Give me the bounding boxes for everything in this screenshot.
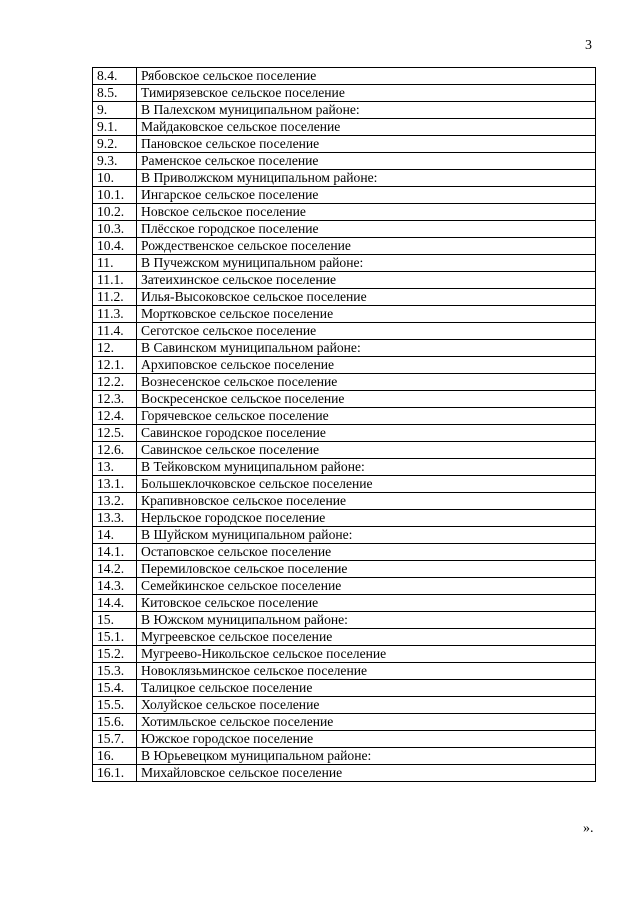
row-number-cell: 15.4. [93, 680, 137, 697]
table-row [93, 323, 596, 340]
settlement-name-cell: Пановское сельское поселение [137, 136, 596, 153]
settlement-name-cell: Мугреевское сельское поселение [137, 629, 596, 646]
table-row [93, 238, 596, 255]
settlement-name-cell: Мортковское сельское поселение [137, 306, 596, 323]
settlement-name-cell: Архиповское сельское поселение [137, 357, 596, 374]
row-number-cell: 13.2. [93, 493, 137, 510]
settlements-table-body [93, 68, 596, 782]
table-row [93, 731, 596, 748]
row-number-cell: 16. [93, 748, 137, 765]
row-number-cell: 10. [93, 170, 137, 187]
row-number-cell: 10.3. [93, 221, 137, 238]
settlement-name-cell: Мугреево-Никольское сельское поселение [137, 646, 596, 663]
settlement-name-cell: Тимирязевское сельское поселение [137, 85, 596, 102]
settlement-name-cell: Холуйское сельское поселение [137, 697, 596, 714]
settlement-name-cell: Семейкинское сельское поселение [137, 578, 596, 595]
settlement-name-cell: В Палехском муниципальном районе: [137, 102, 596, 119]
row-number-cell: 15.2. [93, 646, 137, 663]
row-number-cell: 12.1. [93, 357, 137, 374]
settlement-name-cell: Воскресенское сельское поселение [137, 391, 596, 408]
table-row [93, 442, 596, 459]
table-row [93, 561, 596, 578]
settlement-name-cell: Новское сельское поселение [137, 204, 596, 221]
row-number-cell: 9.3. [93, 153, 137, 170]
row-number-cell: 13. [93, 459, 137, 476]
settlement-name-cell: Илья-Высоковское сельское поселение [137, 289, 596, 306]
row-number-cell: 15.7. [93, 731, 137, 748]
settlement-name-cell: Рождественское сельское поселение [137, 238, 596, 255]
settlement-name-cell: Ингарское сельское поселение [137, 187, 596, 204]
settlement-name-cell: Плёсское городское поселение [137, 221, 596, 238]
table-row [93, 391, 596, 408]
settlement-name-cell: Савинское сельское поселение [137, 442, 596, 459]
table-row [93, 748, 596, 765]
settlement-name-cell: Остаповское сельское поселение [137, 544, 596, 561]
row-number-cell: 10.1. [93, 187, 137, 204]
row-number-cell: 9.1. [93, 119, 137, 136]
closing-quote-mark: ». [583, 821, 594, 836]
settlements-table [92, 67, 596, 782]
row-number-cell: 9. [93, 102, 137, 119]
table-row [93, 272, 596, 289]
row-number-cell: 15. [93, 612, 137, 629]
table-row [93, 476, 596, 493]
row-number-cell: 8.5. [93, 85, 137, 102]
table-row [93, 306, 596, 323]
table-row [93, 170, 596, 187]
row-number-cell: 11. [93, 255, 137, 272]
table-row [93, 510, 596, 527]
settlement-name-cell: Перемиловское сельское поселение [137, 561, 596, 578]
table-row [93, 357, 596, 374]
table-row [93, 714, 596, 731]
settlement-name-cell: Нерльское городское поселение [137, 510, 596, 527]
table-row [93, 102, 596, 119]
row-number-cell: 12. [93, 340, 137, 357]
row-number-cell: 13.3. [93, 510, 137, 527]
settlement-name-cell: Новоклязьминское сельское поселение [137, 663, 596, 680]
table-row [93, 136, 596, 153]
row-number-cell: 16.1. [93, 765, 137, 782]
table-row [93, 697, 596, 714]
table-row [93, 629, 596, 646]
table-row [93, 187, 596, 204]
table-row [93, 68, 596, 85]
table-row [93, 663, 596, 680]
row-number-cell: 15.3. [93, 663, 137, 680]
table-row [93, 459, 596, 476]
settlement-name-cell: Хотимльское сельское поселение [137, 714, 596, 731]
settlement-name-cell: Савинское городское поселение [137, 425, 596, 442]
row-number-cell: 10.4. [93, 238, 137, 255]
settlement-name-cell: Майдаковское сельское поселение [137, 119, 596, 136]
table-row [93, 374, 596, 391]
table-row [93, 153, 596, 170]
row-number-cell: 11.4. [93, 323, 137, 340]
row-number-cell: 12.5. [93, 425, 137, 442]
settlement-name-cell: Михайловское сельское поселение [137, 765, 596, 782]
settlement-name-cell: Вознесенское сельское поселение [137, 374, 596, 391]
row-number-cell: 12.2. [93, 374, 137, 391]
settlement-name-cell: В Приволжском муниципальном районе: [137, 170, 596, 187]
settlement-name-cell: В Южском муниципальном районе: [137, 612, 596, 629]
settlement-name-cell: Талицкое сельское поселение [137, 680, 596, 697]
settlement-name-cell: Китовское сельское поселение [137, 595, 596, 612]
row-number-cell: 9.2. [93, 136, 137, 153]
table-row [93, 425, 596, 442]
table-row [93, 340, 596, 357]
row-number-cell: 15.5. [93, 697, 137, 714]
table-row [93, 493, 596, 510]
settlement-name-cell: Крапивновское сельское поселение [137, 493, 596, 510]
settlement-name-cell: Сеготское сельское поселение [137, 323, 596, 340]
table-row [93, 680, 596, 697]
row-number-cell: 11.2. [93, 289, 137, 306]
settlement-name-cell: В Тейковском муниципальном районе: [137, 459, 596, 476]
row-number-cell: 15.6. [93, 714, 137, 731]
settlement-name-cell: Южское городское поселение [137, 731, 596, 748]
table-row [93, 612, 596, 629]
row-number-cell: 15.1. [93, 629, 137, 646]
row-number-cell: 14.1. [93, 544, 137, 561]
table-row [93, 765, 596, 782]
row-number-cell: 14.3. [93, 578, 137, 595]
table-row [93, 221, 596, 238]
table-row [93, 595, 596, 612]
table-row [93, 578, 596, 595]
table-row [93, 408, 596, 425]
row-number-cell: 10.2. [93, 204, 137, 221]
table-row [93, 255, 596, 272]
row-number-cell: 14.2. [93, 561, 137, 578]
settlement-name-cell: Рябовское сельское поселение [137, 68, 596, 85]
row-number-cell: 12.6. [93, 442, 137, 459]
row-number-cell: 8.4. [93, 68, 137, 85]
table-row [93, 85, 596, 102]
table-row [93, 119, 596, 136]
settlement-name-cell: Затеихинское сельское поселение [137, 272, 596, 289]
settlement-name-cell: Раменское сельское поселение [137, 153, 596, 170]
row-number-cell: 12.4. [93, 408, 137, 425]
settlement-name-cell: В Шуйском муниципальном районе: [137, 527, 596, 544]
row-number-cell: 14. [93, 527, 137, 544]
table-row [93, 544, 596, 561]
row-number-cell: 11.3. [93, 306, 137, 323]
settlement-name-cell: В Савинском муниципальном районе: [137, 340, 596, 357]
settlement-name-cell: Горячевское сельское поселение [137, 408, 596, 425]
table-row [93, 204, 596, 221]
row-number-cell: 14.4. [93, 595, 137, 612]
settlement-name-cell: В Пучежском муниципальном районе: [137, 255, 596, 272]
settlement-name-cell: В Юрьевецком муниципальном районе: [137, 748, 596, 765]
table-row [93, 527, 596, 544]
page-number: 3 [585, 38, 592, 53]
table-row [93, 289, 596, 306]
settlement-name-cell: Большеклочковское сельское поселение [137, 476, 596, 493]
table-row [93, 646, 596, 663]
row-number-cell: 11.1. [93, 272, 137, 289]
row-number-cell: 12.3. [93, 391, 137, 408]
row-number-cell: 13.1. [93, 476, 137, 493]
